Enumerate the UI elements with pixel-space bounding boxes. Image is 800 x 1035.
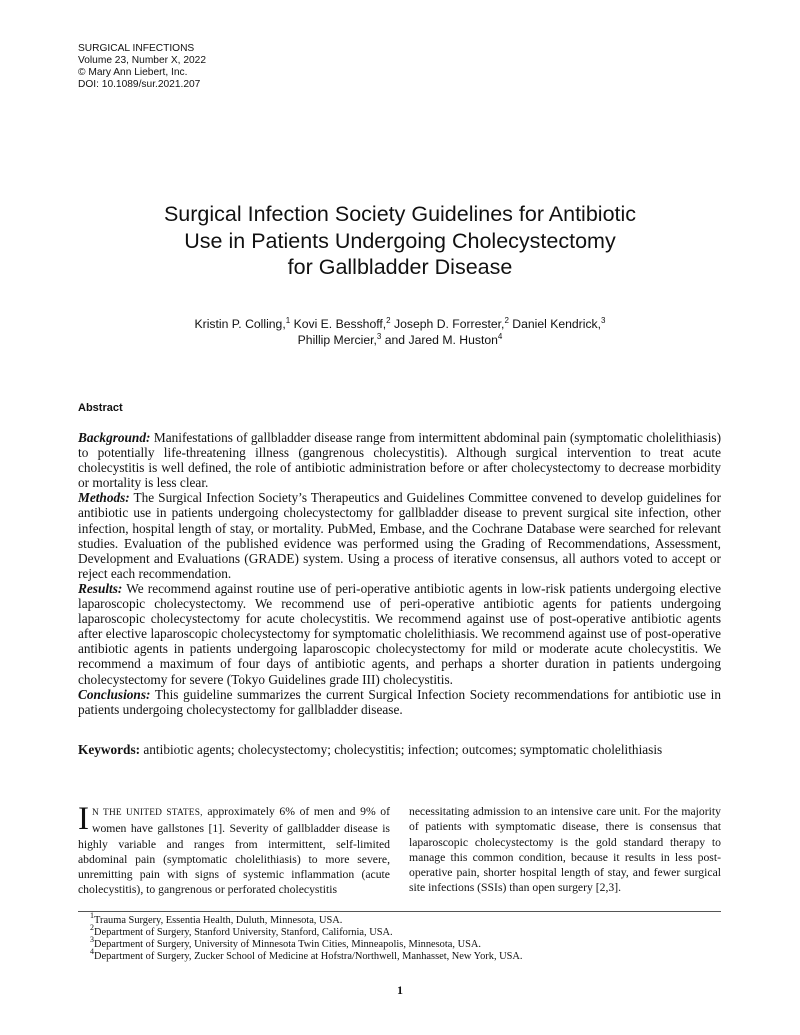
author: Kristin P. Colling,$^1$ xyxy=(194,316,291,331)
footnote: $^2$Department of Surgery, Stanford University, Stanford, California, USA. xyxy=(90,923,393,938)
page-number: 1 xyxy=(397,983,403,997)
journal-doi: DOI: 10.1089/sur.2021.207 xyxy=(78,79,201,90)
author: Daniel Kendrick,$^3$ xyxy=(512,316,606,331)
drop-cap: I xyxy=(78,801,89,837)
journal-name: SURGICAL INFECTIONS xyxy=(78,43,195,54)
author-list xyxy=(80,316,720,348)
footnote: $^4$Department of Surgery, Zucker School of Medicine at Hofstra/Northwell, Manhasset, New York, USA. xyxy=(90,947,523,962)
abstract-methods: Methods: The Surgical Infection Society’s Therapeutics and Guidelines Committee convened to develop guidelines for antibiotic use in patients undergoing cholecystectomy for gallbladder disease to prevent surgical site infection, other infection, hospital length of stay, or mortality. PubMed, Embase, and the Cochrane Database were searched for relevant studies. Evaluation of the published evidence was performed using the Grading of Recommendations, Assessment, Development and Evaluations (GRADE) system. Using a process of iterative consensus, all authors voted to accept or reject each recommendation. xyxy=(78,490,721,581)
journal-volume: Volume 23, Number X, 2022 xyxy=(78,55,206,66)
journal-copyright: © Mary Ann Liebert, Inc. xyxy=(78,67,188,78)
body-text-right: necessitating admission to an intensive care unit. For the majority of patients with symptomatic disease, there is consensus that laparoscopic cholecystectomy is the gold standard therapy to manage this common condition, because it results in less post-operative pain, shorter hospital length of stay, and fewer surgical site infections (SSIs) than open surgery [2,3]. xyxy=(409,805,721,895)
footnote: $^3$Department of Surgery, University of Minnesota Twin Cities, Minneapolis, Minnesota, USA. xyxy=(90,935,481,950)
author: Phillip Mercier,$^3$ xyxy=(297,332,382,347)
keywords-label: Keywords: xyxy=(78,742,141,757)
body-column-right xyxy=(409,804,721,896)
abstract-results: Results: We recommend against routine use of peri-operative antibiotic agents in low-risk patients undergoing elective laparoscopic cholecystectomy. We recommend use of peri-operative antibiotic agents for patients undergoing laparoscopic cholecystectomy for acute cholecystitis. We recommend against use of post-operative antibiotic agents after elective laparoscopic cholecystectomy for symptomatic cholelithiasis. We recommend against use of post-operative antibiotic agents in patients undergoing laparoscopic cholecystectomy for mild or moderate acute cholecystitis. We recommend a maximum of four days of antibiotic agents, and perhaps a shorter duration in patients undergoing cholecystectomy for severe (Tokyo Guidelines grade III) cholecystitis. xyxy=(78,580,721,687)
body-text-left: approximately 6% of men and 9% of women have gallstones [1]. Severity of gallbladder disease is highly variable and ranges from intermittent, self-limited abdominal pain (symptomatic cholelithiasis) to more severe, unremitting pain with signs of systemic inflammation (acute cholecystitis), to gangrenous or perforated cholecystitis xyxy=(78,805,391,897)
title-line-2: Use in Patients Undergoing Cholecystectomy xyxy=(184,228,616,253)
article-title xyxy=(80,201,720,281)
footnote-divider xyxy=(78,911,721,912)
affiliation-footnotes xyxy=(90,911,523,963)
abstract-conclusions: Conclusions: This guideline summarizes the current Surgical Infection Society recommendations for antibiotic use in patients undergoing cholecystectomy for gallbladder disease. xyxy=(78,686,722,717)
keywords xyxy=(78,742,721,758)
title-line-1: Surgical Infection Society Guidelines for Antibiotic xyxy=(163,202,637,226)
abstract-heading: Abstract xyxy=(78,402,123,414)
journal-header xyxy=(78,43,206,91)
keywords-text: antibiotic agents; cholecystectomy; cholecystitis; infection; outcomes; symptomatic cholelithiasis xyxy=(143,742,663,757)
footnote: $^1$Trauma Surgery, Essentia Health, Duluth, Minnesota, USA. xyxy=(90,911,343,926)
body-column-left xyxy=(78,801,391,898)
author: Kovi E. Besshoff,$^2$ xyxy=(293,316,391,331)
lead-in: N THE UNITED STATES, xyxy=(92,808,203,818)
title-line-3: for Gallbladder Disease xyxy=(287,255,513,279)
abstract-body xyxy=(78,430,721,717)
abstract-background: Background: Manifestations of gallbladder disease range from intermittent abdominal pain (symptomatic cholelithiasis) to potentially life-threatening illness (gangrenous cholecystitis). Although surgical intervention to treat acute cholecystitis is well defined, the role of antibiotic administration before or after cholecystectomy to decrease morbidity or mortality is less clear. xyxy=(78,430,721,491)
author: and Jared M. Huston$^4$ xyxy=(384,332,503,347)
author: Joseph D. Forrester,$^2$ xyxy=(394,316,509,331)
